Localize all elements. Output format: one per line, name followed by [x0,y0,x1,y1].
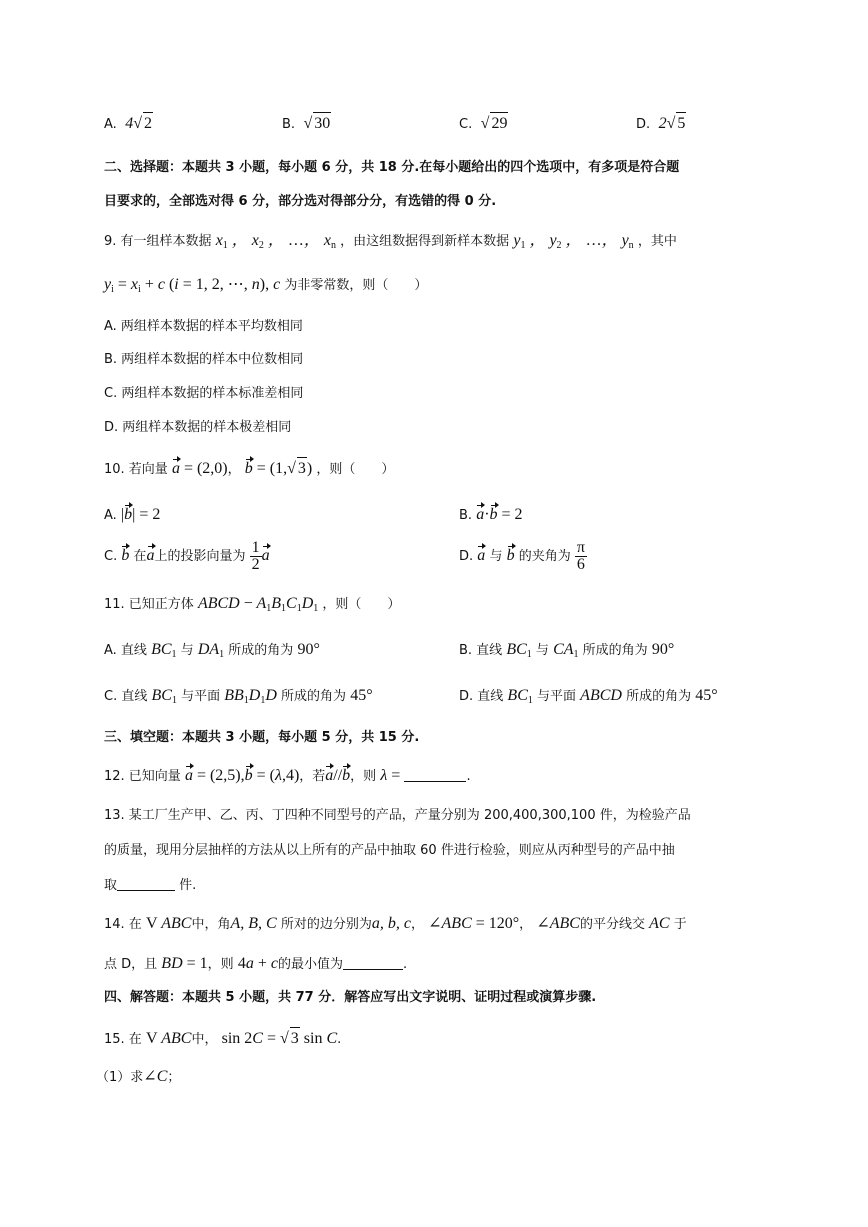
section2-header-line1: 二、选择题：本题共 3 小题，每小题 6 分，共 18 分.在每小题给出的四个选项中，有多项是符合题 [104,160,680,175]
q15-part1: （1）求∠C； [96,1068,181,1085]
q9-stem-line2: $y_i = x_i + c$ (i = 1, 2, ⋯, n), c 为非零常数，则（ ） [104,276,428,295]
q10-stem: 10. 若向量 a = (2,0)， b = (1,√ 3) ，则（ ） [104,457,808,481]
q9-stem-line1: 9. 有一组样本数据 $x_1$ ， $x_2$ ， …， $x_n$ ，由这组数据得到新样本数据 $y_1$ ， $y_2$ ， …， $y_n$ ，其中 [104,232,677,251]
q12-stem: 12. 已知向量 a = (2,5),b = (λ,4)，若a//b，则 λ = . [104,765,808,788]
q10-vector-b: b = (1,√ 3) [245,460,312,477]
q9-option-c: C. 两组样本数据的样本标准差相同 [104,386,304,401]
q12-answer-blank[interactable] [404,767,466,782]
q13-answer-blank[interactable] [117,876,175,891]
q11-stem: 11. 已知正方体 ABCD − $A_1B_1C_1D_1$ ，则（ ） [104,595,401,614]
q9-sample-x: $x_1$ ， $x_2$ ， …， $x_n$ [215,232,337,251]
q9-option-a: A. 两组样本数据的样本平均数相同 [104,319,303,334]
q10-vector-a: a = (2,0) [172,460,228,477]
q14-answer-blank[interactable] [343,955,403,970]
q9-sample-y: $y_1$ ， $y_2$ ， …， $y_n$ [513,232,634,251]
section4-header: 四、解答题：本题共 5 小题，共 77 分．解答应写出文字说明、证明过程或演算步骤. [104,990,597,1005]
q8-option-d: D. 2√ 5 [636,112,686,136]
q8-option-b-value: √ 30 [300,115,332,132]
q14-line2: 点 D，且 BD = 1，则 4a + c的最小值为 . [104,955,408,972]
q10-option-a: A. |b| = 2 [104,504,160,527]
section3-header: 三、填空题：本题共 3 小题，每小题 5 分，共 15 分. [104,730,420,745]
q13-line2: 的质量，现用分层抽样的方法从以上所有的产品中抽取 60 件进行检验，则应从丙种型号的产品中抽 [104,843,675,858]
q9-formula: $y_i = x_i + c$ (i = 1, 2, ⋯, n), c [104,276,281,295]
q11-option-c: C. 直线 $BC_1$ 与平面 $BB_1D_1D$ 所成的角为 45° [104,687,373,706]
q8-option-c-value: √ 29 [477,115,509,132]
q13-line1: 13. 某工厂生产甲、乙、丙、丁四种不同型号的产品，产量分别为 200,400,300,100 件，为检验产品 [104,808,691,823]
q10-option-b: B. a·b = 2 [459,504,523,527]
q14-line1: 14. 在 V ABC中，角A, B, C 所对的边分别为a, b, c， ∠ABC = 120°， ∠ABC的平分线交 AC 于 [104,915,687,932]
q9-option-d: D. 两组样本数据的样本极差相同 [104,420,292,435]
q13-line3: 取 件. [104,878,197,893]
q9-option-b: B. 两组样本数据的样本中位数相同 [104,352,304,367]
q8-option-a-value: 4√ 2 [121,115,153,132]
q11-option-b: B. 直线 $BC_1$ 与 $CA_1$ 所成的角为 90° [459,641,675,660]
q10-option-c: C. b 在a上的投影向量为 $\frac{1}{2}$ a [104,539,270,573]
q8-option-c: C. √ 29 [459,112,508,136]
q11-option-d: D. 直线 $BC_1$ 与平面 ABCD 所成的角为 45° [459,687,718,706]
q10-option-d: D. a 与 b 的夹角为 $\frac{\pi}{6}$ [459,539,585,573]
q8-option-b: B. √ 30 [282,112,331,136]
q8-option-a: A. 4√ 2 [104,112,153,136]
section2-header-line2: 目要求的，全部选对得 6 分，部分选对得部分分，有选错的得 0 分. [104,194,497,209]
q8-option-d-value: 2√ 5 [655,115,687,132]
q15-stem: 15. 在 V ABC中， sin 2C = √ 3 sin C. [104,1027,808,1051]
q11-option-a: A. 直线 $BC_1$ 与 $DA_1$ 所成的角为 90° [104,641,320,660]
